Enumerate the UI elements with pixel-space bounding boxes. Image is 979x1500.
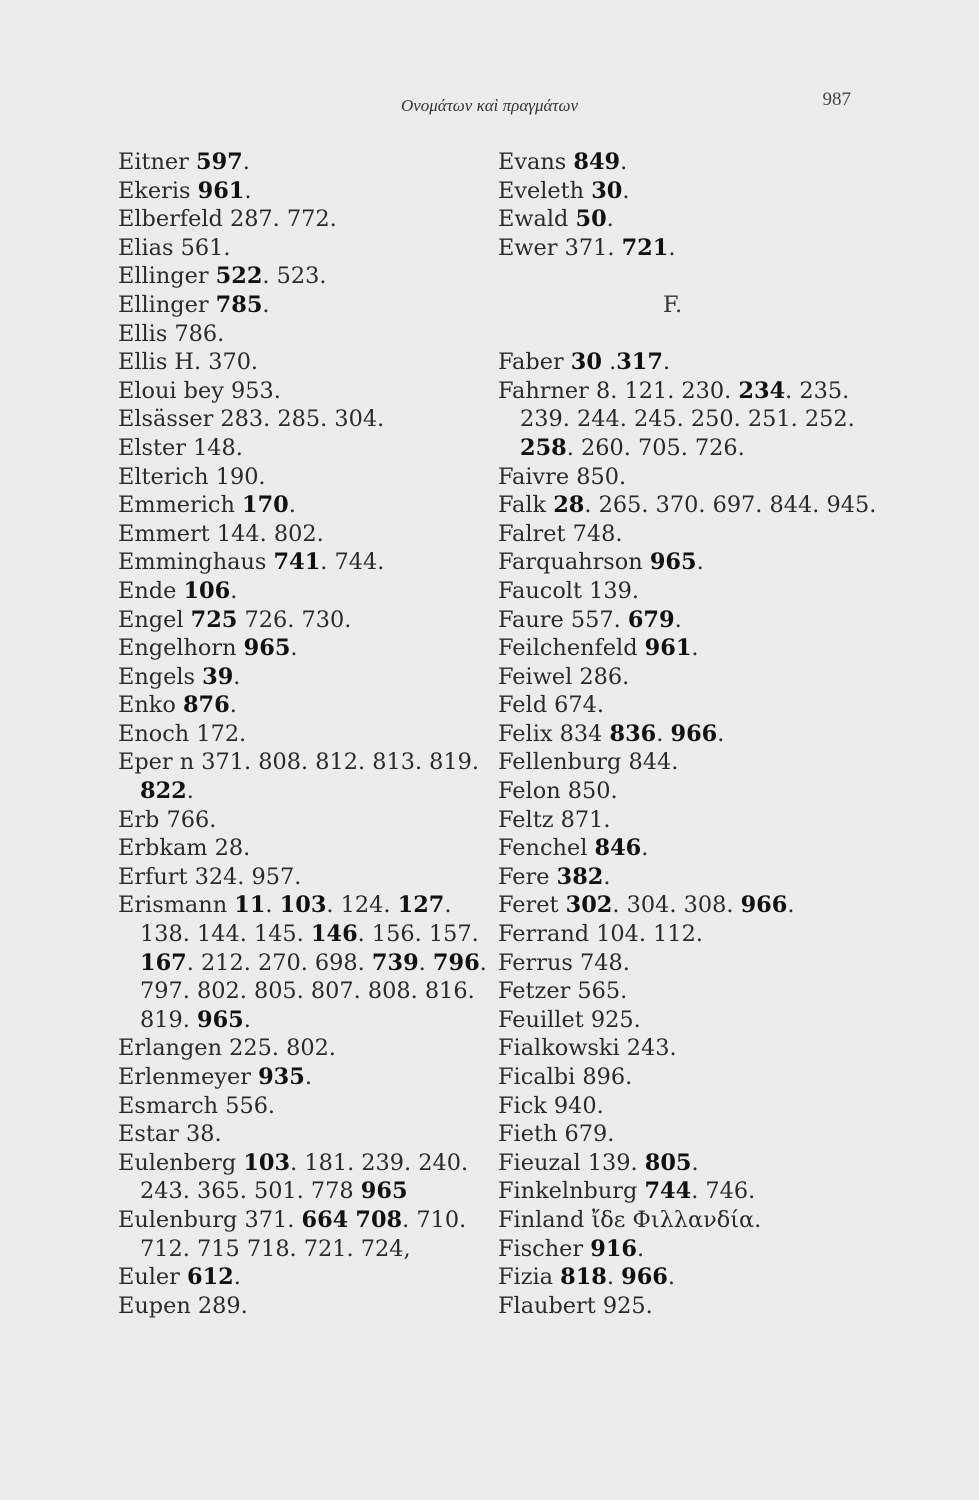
index-entry: Eper n 371. 808. 812. 813. 819.: [118, 749, 480, 776]
index-entry: Fenchel 846.: [498, 835, 649, 862]
index-entry: Elias 561.: [118, 234, 231, 261]
index-entry: Engel 725 726. 730.: [118, 606, 352, 633]
section-spacer: [498, 262, 878, 291]
index-entry: Faucolt 139.: [498, 577, 639, 604]
index-entry: Elterich 190.: [118, 463, 266, 490]
index-entry: Euler 612.: [118, 1264, 241, 1291]
index-entry: Ewald 50.: [498, 206, 614, 233]
index-entry-continuation: 138. 144. 145. 146. 156. 157.: [140, 921, 479, 948]
index-entry-continuation: 239. 244. 245. 250. 251. 252.: [520, 406, 855, 433]
index-entry-continuation: 167. 212. 270. 698. 739. 796.: [140, 949, 487, 976]
index-entry: Farquahrson 965.: [498, 549, 704, 576]
index-entry: Fizia 818. 966.: [498, 1264, 675, 1291]
index-entry: Feuillet 925.: [498, 1006, 641, 1033]
index-entry: Feiwel 286.: [498, 663, 630, 690]
index-entry: Finkelnburg 744. 746.: [498, 1178, 756, 1205]
index-entry: Emmerich 170.: [118, 492, 296, 519]
index-entry: Fick 940.: [498, 1092, 604, 1119]
index-entry: Falk 28. 265. 370. 697. 844. 945.: [498, 492, 877, 519]
index-entry: Erlangen 225. 802.: [118, 1035, 336, 1062]
index-entry: Evans 849.: [498, 149, 628, 175]
index-entry-continuation: 712. 715 718. 721. 724,: [140, 1235, 411, 1262]
index-entry: Feilchenfeld 961.: [498, 635, 699, 662]
index-entry: Emminghaus 741. 744.: [118, 549, 385, 576]
index-entry: Falret 748.: [498, 520, 623, 547]
index-entry: Fialkowski 243.: [498, 1035, 677, 1062]
section-letter-heading: F.: [663, 291, 683, 318]
index-entry: Fellenburg 844.: [498, 749, 679, 776]
index-entry-continuation: 797. 802. 805. 807. 808. 816.: [140, 978, 475, 1005]
page-header-title: Ονομάτων καὶ πραγμάτων: [400, 96, 579, 115]
index-entry: Ferrus 748.: [498, 949, 630, 976]
index-entry-continuation: 822.: [140, 778, 194, 805]
index-entry: Fere 382.: [498, 863, 611, 890]
index-entry: Esmarch 556.: [118, 1092, 276, 1119]
index-entry-continuation: 258. 260. 705. 726.: [520, 434, 745, 461]
index-entry: Finland ἴδε Φιλλανδία.: [498, 1206, 762, 1233]
index-entry: Ellis H. 370.: [118, 349, 259, 376]
index-entry: Ellinger 522. 523.: [118, 263, 327, 290]
page-number: 987: [822, 89, 851, 110]
section-spacer: [498, 320, 878, 349]
index-entry: Faivre 850.: [498, 463, 627, 490]
index-entry-continuation: 243. 365. 501. 778 965: [140, 1178, 408, 1205]
index-entry: Erbkam 28.: [118, 835, 251, 862]
index-entry: Enko 876.: [118, 692, 237, 719]
index-entry: Erfurt 324. 957.: [118, 863, 302, 890]
index-entry: Eveleth 30.: [498, 177, 630, 204]
index-entry: Enoch 172.: [118, 720, 247, 747]
index-entry: Fieuzal 139. 805.: [498, 1149, 699, 1176]
index-entry: Erb 766.: [118, 806, 217, 833]
index-entry: Fahrner 8. 121. 230. 234. 235.: [498, 377, 850, 404]
index-entry: Eupen 289.: [118, 1292, 248, 1319]
index-entry: Ferrand 104. 112.: [498, 921, 704, 948]
index-entry: Flaubert 925.: [498, 1292, 653, 1319]
index-entry: Erlenmeyer 935.: [118, 1064, 312, 1090]
index-entry: Ewer 371. 721.: [498, 234, 676, 261]
index-entry: Felix 834 836. 966.: [498, 720, 725, 747]
index-entry: Felon 850.: [498, 778, 618, 805]
index-entry: Feltz 871.: [498, 806, 611, 833]
index-entry: Ende 106.: [118, 577, 238, 604]
index-entry: Estar 38.: [118, 1121, 222, 1148]
index-column-left: [118, 148, 498, 1320]
index-entry: Faber 30 .317.: [498, 349, 671, 376]
index-entry: Erismann 11. 103. 124. 127.: [118, 892, 452, 919]
index-entry: Fieth 679.: [498, 1121, 615, 1148]
index-entry: Engels 39.: [118, 663, 241, 690]
index-entry: Feret 302. 304. 308. 966.: [498, 892, 795, 919]
index-entry: Eitner 597.: [118, 149, 250, 175]
index-entry: Feld 674.: [498, 692, 605, 719]
index-entry: Elberfeld 287. 772.: [118, 206, 337, 233]
index-entry-continuation: 819. 965.: [140, 1006, 251, 1033]
index-column-right: [498, 148, 878, 1320]
index-entry: Eulenberg 103. 181. 239. 240.: [118, 1149, 469, 1176]
index-entry: Elsässer 283. 285. 304.: [118, 406, 385, 433]
index-entry: Ekeris 961.: [118, 177, 252, 204]
index-entry: Emmert 144. 802.: [118, 520, 324, 547]
index-entry: Fischer 916.: [498, 1235, 645, 1262]
index-entry: Eloui bey 953.: [118, 377, 281, 404]
index-entry: Engelhorn 965.: [118, 635, 298, 662]
index-entry: Ellinger 785.: [118, 291, 270, 318]
index-entry: Fetzer 565.: [498, 978, 628, 1005]
index-entry: Ficalbi 896.: [498, 1064, 633, 1090]
index-entry: Elster 148.: [118, 434, 243, 461]
index-entry: Ellis 786.: [118, 320, 225, 347]
index-entry: Eulenburg 371. 664 708. 710.: [118, 1206, 467, 1233]
index-entry: Faure 557. 679.: [498, 606, 682, 633]
